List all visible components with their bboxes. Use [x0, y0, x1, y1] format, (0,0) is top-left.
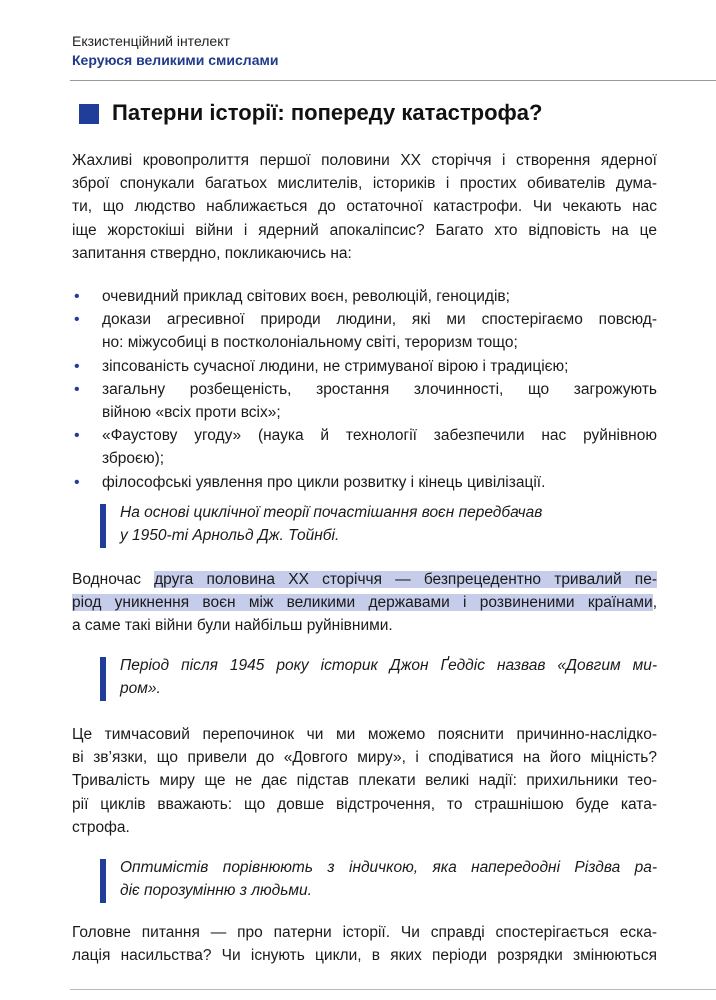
paragraph-2 [72, 568, 657, 638]
quote-line: Оптимістів порівнюють з індичкою, яка напередодні Різдва ра- [120, 859, 657, 876]
quote-line: ром». [120, 680, 161, 698]
quote-bar [100, 859, 106, 903]
quote-line: На основі циклічної теорії почастішання воєн передбачав [120, 504, 543, 521]
bullet-icon: • [74, 380, 80, 398]
text-line: ти, що людство наближається до остаточної катастрофи. Чи чекають нас [72, 198, 657, 216]
text-line: очевидний приклад світових воєн, революцій, геноцидів; [102, 288, 510, 305]
quote-bar [100, 504, 106, 548]
header-divider [70, 80, 716, 81]
quote-bar [100, 657, 106, 701]
bullet-icon: • [74, 473, 80, 491]
text-line: Жахливі кровопролиття першої половини XX сторіччя і створення ядерної [72, 152, 657, 169]
text-line: лація насильства? Чи існують цикли, в яких періоди розрядки змінюються [72, 947, 657, 965]
text-plain: Водночас [72, 571, 155, 588]
paragraph-3 [72, 723, 657, 839]
bullet-list [72, 285, 657, 494]
text-plain: , [652, 594, 657, 612]
text-line: Це тимчасовий перепочинок чи ми можемо пояснити причинно-наслідко- [72, 726, 657, 743]
paragraph-1 [72, 149, 657, 265]
pull-quote-1 [100, 501, 657, 547]
heading-square-icon [79, 104, 99, 124]
text-line: загальну розбещеність, зростання злочинності, що загрожують [102, 380, 657, 398]
text-line: зброєю); [102, 450, 165, 468]
list-item [72, 285, 657, 308]
text-line: но: міжусобиці в постколоніальному світі, тероризм тощо; [102, 334, 518, 352]
pull-quote-3 [100, 856, 657, 902]
text-line: іще жорстокіші війни і ядерний апокаліпсис? Багато хто відповість на це [72, 221, 657, 239]
text-line [72, 591, 657, 614]
text-line: філософські уявлення про цикли розвитку і кінець цивілізації. [102, 473, 546, 491]
quote-line: Період після 1945 року історик Джон Ґеддіс назвав «Довгим ми- [120, 657, 657, 674]
quote-line: у 1950-ті Арнольд Дж. Тойнбі. [120, 527, 340, 545]
text-line: а саме такі війни були найбільш руйнівними. [72, 617, 393, 635]
bullet-icon: • [74, 288, 80, 305]
highlighted-text[interactable]: друга половина XX сторіччя — безпрецедентно тривалий пе- [154, 571, 657, 588]
text-line: «Фаустову угоду» (наука й технології забезпечили нас руйнівною [102, 427, 657, 445]
list-item [72, 424, 657, 470]
text-line: докази агресивної природи людини, які ми спостерігаємо повсюд- [102, 311, 657, 329]
text-line: запитання ствердно, покликаючись на: [72, 244, 352, 262]
running-header-section-title: Керуюся великими смислами [72, 52, 279, 68]
list-item [72, 308, 657, 354]
text-line [72, 568, 657, 591]
text-line: Тривалість миру ще не дає підстав плекати великі надії: прихильники тео- [72, 772, 657, 790]
pull-quote-2 [100, 654, 657, 700]
text-line: зіпсованість сучасної людини, не стримуваної вірою і традицією; [102, 357, 569, 375]
bullet-icon: • [74, 357, 80, 375]
quote-line: діє порозумінню з людьми. [120, 882, 312, 900]
text-line: рії циклів вважають: що довше відстрочення, то страшнішою буде ката- [72, 795, 657, 813]
paragraph-4 [72, 921, 657, 967]
list-item [72, 355, 657, 378]
bullet-icon: • [74, 311, 80, 329]
section-heading: Патерни історії: попереду катастрофа? [112, 100, 543, 125]
highlighted-text[interactable]: ріод уникнення воєн між великими державами і розвиненими країнами [72, 594, 653, 612]
footer-divider [70, 989, 716, 990]
text-line: ві зв’язки, що привели до «Довгого миру», і сподіватися на його міцність? [72, 749, 657, 767]
list-item [72, 378, 657, 424]
text-line: війною «всіх проти всіх»; [102, 404, 281, 422]
text-line: Головне питання — про патерни історії. Чи справді спостерігається еска- [72, 924, 657, 941]
bullet-icon: • [74, 427, 80, 445]
running-header-book-title: Екзистенційний інтелект [72, 33, 230, 49]
list-item [72, 471, 657, 494]
text-line: строфа. [72, 818, 130, 836]
text-line: зброї спонукали багатьох мислителів, істориків і простих обивателів дума- [72, 175, 657, 193]
